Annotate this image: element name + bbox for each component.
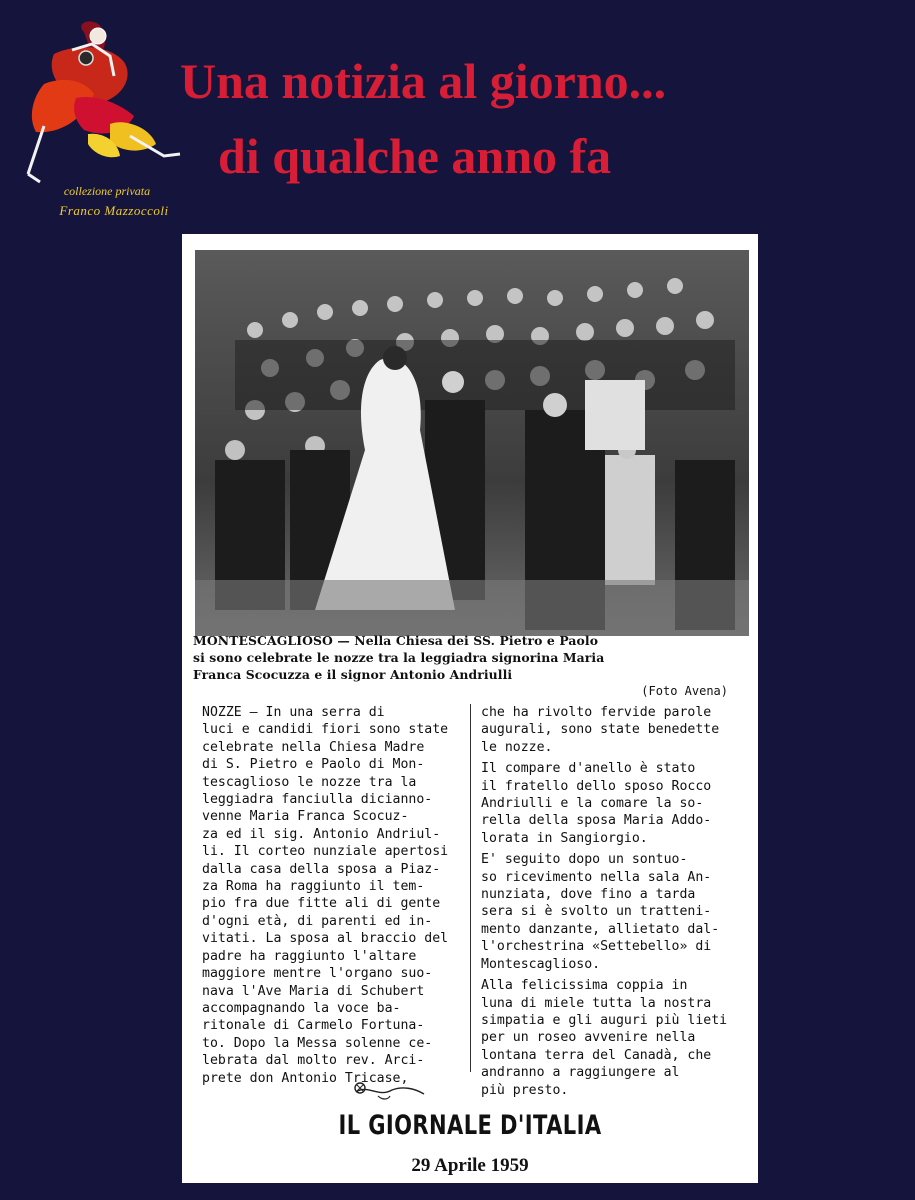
article-line: za Roma ha raggiunto il tem-	[202, 879, 425, 895]
article-line: le nozze.	[481, 739, 553, 755]
article-line: andranno a raggiungere al	[481, 1065, 680, 1081]
article-line: accompagnando la voce ba-	[202, 1000, 401, 1016]
article-line: luci e candidi fiori sono state	[202, 722, 449, 738]
caption-line: si sono celebrate le nozze tra la leggiadra signorina Maria	[193, 650, 605, 665]
article-line: sera si è svolto un tratteni-	[481, 904, 712, 920]
article-line: venne Maria Franca Scocuz-	[202, 809, 409, 825]
dancer-logo-icon	[14, 14, 194, 189]
page-title-line2: di qualche anno fa	[218, 128, 612, 184]
collection-label: collezione privata	[63, 184, 151, 198]
article-line: Il compare d'anello è stato	[481, 761, 696, 777]
photo-credit: (Foto Avena)	[641, 684, 728, 698]
article-paragraph	[481, 977, 739, 1099]
article-line: ritonale di Carmelo Fortuna-	[202, 1018, 425, 1034]
article-line: maggiore mentre l'organo suo-	[202, 966, 433, 982]
article-line: lontana terra del Canadà, che	[481, 1047, 712, 1063]
article-line: to. Dopo la Messa solenne ce-	[202, 1035, 433, 1051]
article-line: lebrata dal molto rev. Arci-	[202, 1053, 425, 1069]
article-line: Alla felicissima coppia in	[481, 978, 688, 994]
article-line: za ed il sig. Antonio Andriul-	[202, 826, 441, 842]
article-line: il fratello dello sposo Rocco	[481, 778, 712, 794]
article-line: d'ogni età, di parenti ed in-	[202, 913, 433, 929]
article-paragraph	[481, 704, 739, 756]
article-paragraph	[481, 760, 739, 847]
article-paragraph	[202, 704, 460, 1087]
article-line: augurali, sono state benedette	[481, 722, 720, 738]
article-line: l'orchestrina «Settebello» di	[481, 939, 712, 955]
article-line: pio fra due fitte ali di gente	[202, 896, 441, 912]
article-line: Andriulli e la comare la so-	[481, 796, 704, 812]
article-line: nava l'Ave Maria di Schubert	[202, 983, 425, 999]
wedding-photo	[195, 250, 749, 636]
article-column-left	[202, 704, 460, 1091]
article-column-right	[481, 704, 739, 1103]
caption-line: MONTESCAGLIOSO — Nella Chiesa dei SS. Pietro e Paolo	[193, 633, 599, 648]
article-line: per un roseo avvenire nella	[481, 1030, 696, 1046]
flower-ornament-icon	[348, 1078, 428, 1104]
article-line: leggiadra fanciulla dicianno-	[202, 792, 433, 808]
article-line: tescaglioso le nozze tra la	[202, 774, 417, 790]
article-line: che ha rivolto fervide parole	[481, 705, 712, 720]
newspaper-clipping	[182, 234, 758, 1183]
article-line: di S. Pietro e Paolo di Mon-	[202, 757, 425, 773]
article-line: li. Il corteo nunziale apertosi	[202, 844, 449, 860]
article-line: Montescaglioso.	[481, 956, 601, 972]
article-line: simpatia e gli auguri più lieti	[481, 1012, 728, 1028]
publication-date: 29 Aprile 1959	[411, 1155, 529, 1176]
article-line: più presto.	[481, 1082, 569, 1098]
newspaper-masthead: IL GIORNALE D'ITALIA	[338, 1110, 602, 1141]
photo-caption	[193, 632, 753, 683]
collection-owner: Franco Mazzoccoli	[59, 203, 169, 218]
article-line: so ricevimento nella sala An-	[481, 869, 712, 885]
article-line: luna di miele tutta la nostra	[481, 995, 712, 1011]
article-line: celebrate nella Chiesa Madre	[202, 739, 425, 755]
article-line: rella della sposa Maria Addo-	[481, 813, 712, 829]
caption-line: Franca Scocuzza e il signor Antonio Andriulli	[193, 667, 513, 682]
page-title-line1: Una notizia al giorno...	[180, 53, 667, 109]
article-line: dalla casa della sposa a Piaz-	[202, 861, 441, 877]
article-line: E' seguito dopo un sontuo-	[481, 852, 688, 868]
column-divider	[470, 704, 471, 1072]
collection-logo	[14, 14, 194, 224]
article-line: NOZZE — In una serra di	[202, 705, 385, 720]
article-line: vitati. La sposa al braccio del	[202, 931, 449, 947]
article-line: prete don Antonio Tricase,	[202, 1070, 409, 1086]
article-paragraph	[481, 851, 739, 973]
article-line: nunziata, dove fino a tarda	[481, 887, 696, 903]
article-line: padre ha raggiunto l'altare	[202, 948, 417, 964]
article-line: lorata in Sangiorgio.	[481, 830, 648, 846]
article-line: mento danzante, allietato dal-	[481, 921, 720, 937]
